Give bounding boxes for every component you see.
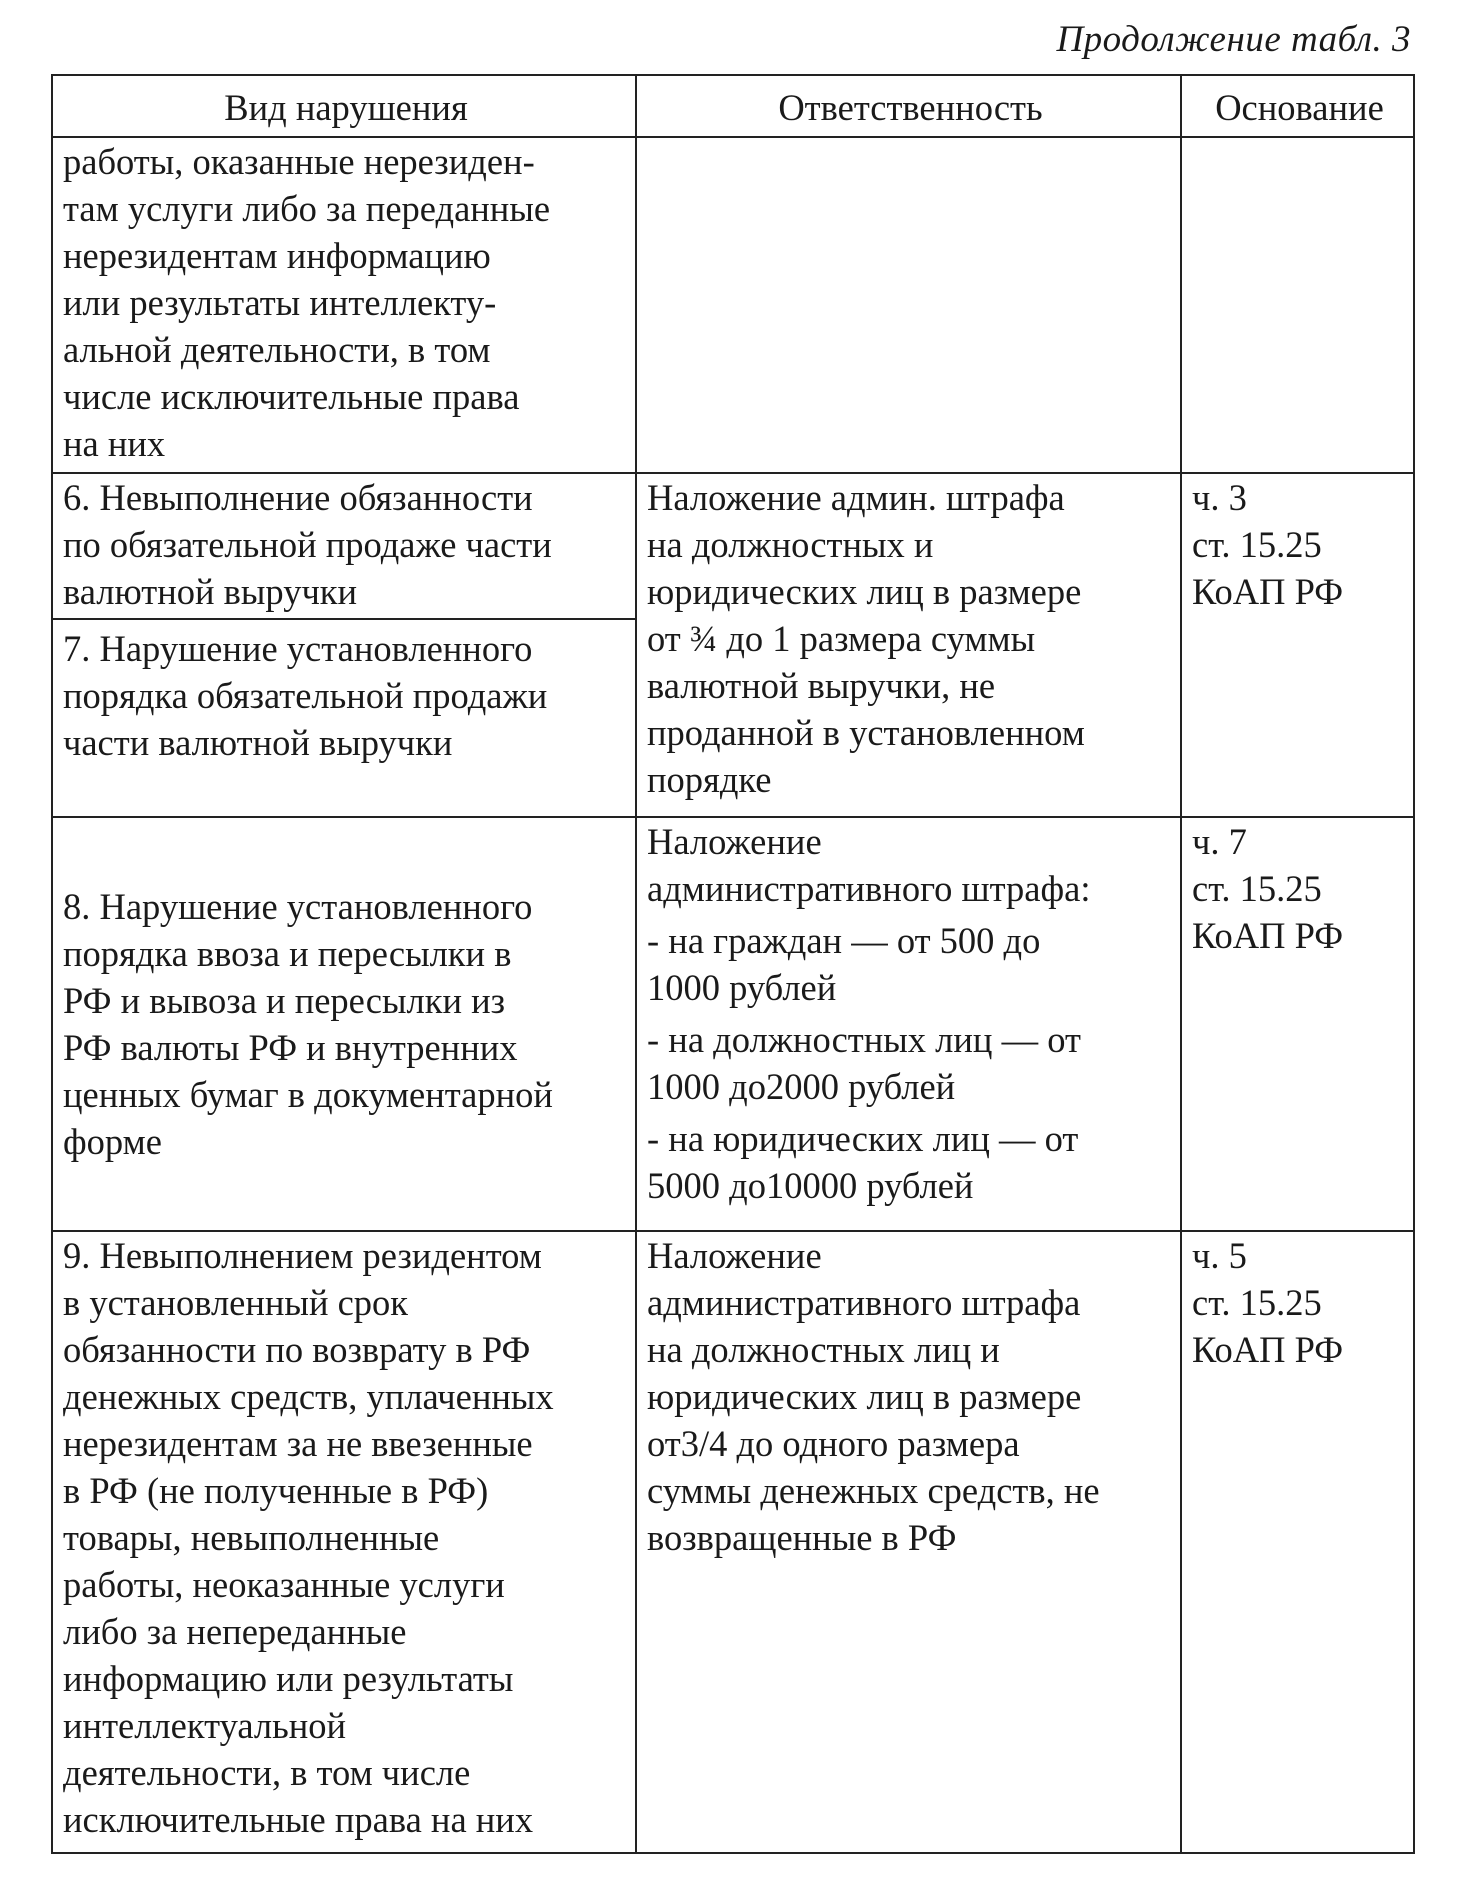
text-line: порядке	[647, 759, 772, 800]
table-row	[52, 1231, 1414, 1853]
responsibility-cell	[636, 137, 1181, 473]
text-line: КоАП РФ	[1192, 1329, 1344, 1370]
header-responsibility: Ответственность	[636, 75, 1181, 137]
text-line: нерезидентам информацию	[63, 235, 491, 276]
violation-cell	[52, 1231, 636, 1853]
text-line: форме	[63, 1121, 162, 1162]
text-line: валютной выручки, не	[647, 665, 996, 706]
header-basis: Основание	[1181, 75, 1414, 137]
text-line: 1000 до2000 рублей	[647, 1066, 956, 1107]
text-line: работы, неоказанные услуги	[63, 1564, 505, 1605]
text-line: товары, невыполненные	[63, 1517, 440, 1558]
text-line: 8. Нарушение установленного	[63, 886, 533, 927]
basis-cell	[1181, 473, 1414, 817]
text-line: - на юридических лиц — от	[647, 1118, 1079, 1159]
violation-cell	[52, 137, 636, 473]
text-line: работы, оказанные нерезиден-	[63, 141, 535, 182]
text-line: юридических лиц в размере	[647, 571, 1082, 612]
header-violation: Вид нарушения	[52, 75, 636, 137]
table-row	[52, 817, 1414, 1231]
text-line: деятельности, в том числе	[63, 1752, 471, 1793]
basis-cell	[1181, 1231, 1414, 1853]
text-line: ст. 15.25	[1192, 524, 1322, 565]
text-line: административного штрафа:	[647, 868, 1091, 909]
violations-table	[51, 74, 1415, 1854]
text-line: Наложение админ. штрафа	[647, 477, 1065, 518]
text-line: по обязательной продаже части	[63, 524, 552, 565]
basis-cell	[1181, 817, 1414, 1231]
text-line: информацию или результаты	[63, 1658, 514, 1699]
text-line: - на должностных лиц — от	[647, 1019, 1081, 1060]
text-line: ст. 15.25	[1192, 868, 1322, 909]
text-line: 6. Невыполнение обязанности	[63, 477, 533, 518]
text-line: денежных средств, уплаченных	[63, 1376, 554, 1417]
text-line: порядка ввоза и пересылки в	[63, 933, 512, 974]
text-line: там услуги либо за переданные	[63, 188, 551, 229]
text-line: числе исключительные права	[63, 376, 520, 417]
text-line: ч. 5	[1192, 1235, 1247, 1276]
text-line: суммы денежных средств, не	[647, 1470, 1100, 1511]
text-line: РФ и вывоза и пересылки из	[63, 980, 506, 1021]
text-line: РФ валюты РФ и внутренних	[63, 1027, 518, 1068]
text-line: юридических лиц в размере	[647, 1376, 1082, 1417]
text-line: на должностных и	[647, 524, 934, 565]
text-line: или результаты интеллекту-	[63, 282, 497, 323]
text-line: в установленный срок	[63, 1282, 409, 1323]
text-line: обязанности по возврату в РФ	[63, 1329, 531, 1370]
text-line: 9. Невыполнением резидентом	[63, 1235, 542, 1276]
text-line: альной деятельности, в том	[63, 329, 491, 370]
text-line: либо за непереданные	[63, 1611, 407, 1652]
text-line: 7. Нарушение установленного	[63, 628, 533, 669]
text-line: КоАП РФ	[1192, 915, 1344, 956]
responsibility-cell	[636, 473, 1181, 817]
text-line: - на граждан — от 500 до	[647, 920, 1041, 961]
table-caption: Продолжение табл. 3	[1056, 19, 1411, 60]
text-line: интеллектуальной	[63, 1705, 347, 1746]
text-line: 1000 рублей	[647, 967, 837, 1008]
text-line: на них	[63, 423, 166, 464]
text-line: КоАП РФ	[1192, 571, 1344, 612]
text-line: возвращенные в РФ	[647, 1517, 957, 1558]
text-line: ч. 7	[1192, 821, 1247, 862]
text-line: в РФ (не полученные в РФ)	[63, 1470, 489, 1511]
responsibility-cell	[636, 817, 1181, 1231]
table-row	[52, 137, 1414, 473]
violation-cell	[52, 473, 636, 619]
text-line: от ¾ до 1 размера суммы	[647, 618, 1036, 659]
text-line: на должностных лиц и	[647, 1329, 1000, 1370]
text-line: ст. 15.25	[1192, 1282, 1322, 1323]
violation-cell	[52, 619, 636, 817]
text-line: ценных бумаг в документарной	[63, 1074, 553, 1115]
text-line: административного штрафа	[647, 1282, 1081, 1323]
violation-cell	[52, 817, 636, 1231]
text-line: порядка обязательной продажи	[63, 675, 548, 716]
text-line: проданной в установленном	[647, 712, 1085, 753]
text-line: части валютной выручки	[63, 722, 453, 763]
basis-cell	[1181, 137, 1414, 473]
text-line: валютной выручки	[63, 571, 358, 612]
text-line: нерезидентам за не ввезенные	[63, 1423, 533, 1464]
text-line: 5000 до10000 рублей	[647, 1165, 974, 1206]
text-line: ч. 3	[1192, 477, 1247, 518]
text-line: исключительные права на них	[63, 1799, 534, 1840]
text-line: Наложение	[647, 1235, 822, 1276]
responsibility-cell	[636, 1231, 1181, 1853]
table-header-row	[52, 75, 1414, 137]
table-row	[52, 473, 1414, 619]
text-line: Наложение	[647, 821, 822, 862]
text-line: от3/4 до одного размера	[647, 1423, 1020, 1464]
